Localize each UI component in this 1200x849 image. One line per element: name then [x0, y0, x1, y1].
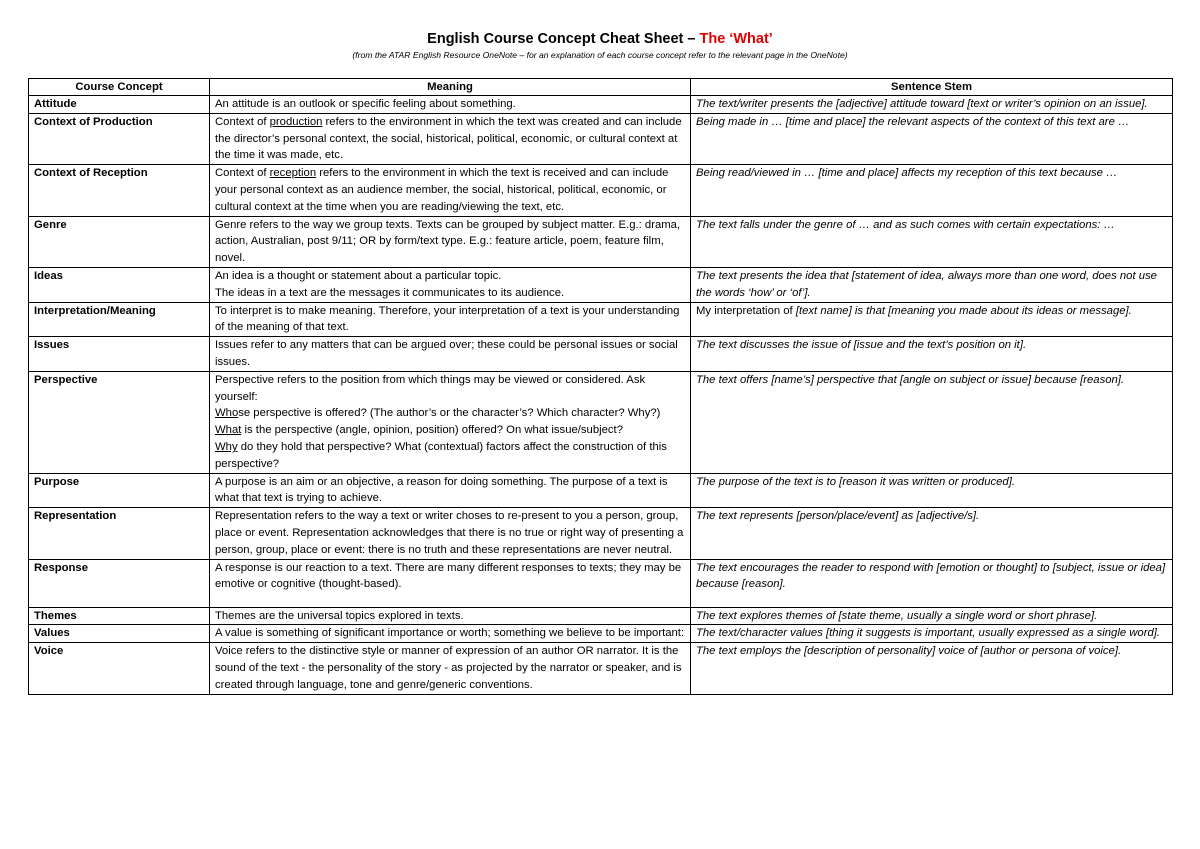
table-row	[29, 371, 1173, 473]
column-header-stem: Sentence Stem	[691, 79, 1173, 96]
table-row	[29, 508, 1173, 559]
stem-cell: The text offers [name’s] perspective that [angle on subject or issue] because [reason].	[691, 371, 1173, 473]
table-row	[29, 96, 1173, 114]
concept-cell: Values	[29, 625, 210, 643]
question-keyword: What	[215, 424, 242, 437]
stem-cell: The text/writer presents the [adjective] attitude toward [text or writer’s opinion on an issue].	[691, 96, 1173, 114]
concept-cell: Issues	[29, 337, 210, 372]
table-row	[29, 302, 1173, 337]
table-row	[29, 216, 1173, 267]
meaning-cell	[210, 165, 691, 216]
column-header-meaning: Meaning	[210, 79, 691, 96]
concept-cell: Voice	[29, 643, 210, 694]
meaning-cell: A purpose is an aim or an objective, a reason for doing something. The purpose of a text is what that text is trying to achieve.	[210, 473, 691, 508]
page-subtitle: (from the ATAR English Resource OneNote – for an explanation of each course concept refer to the relevant page in the OneNote)	[352, 50, 848, 60]
meaning-cell: Issues refer to any matters that can be argued over; these could be personal issues or social issues.	[210, 337, 691, 372]
meaning-intro: Perspective refers to the position from which things may be viewed or considered. Ask yourself:	[215, 373, 646, 403]
concept-cell: Context of Reception	[29, 165, 210, 216]
table-row	[29, 113, 1173, 164]
question-text: is the perspective (angle, opinion, position) offered? On what issue/subject?	[241, 424, 623, 437]
meaning-cell: Themes are the universal topics explored in texts.	[210, 607, 691, 625]
meaning-cell: A value is something of significant importance or worth; something we believe to be important:	[210, 625, 691, 643]
table-row	[29, 643, 1173, 694]
meaning-cell: A response is our reaction to a text. There are many different responses to texts; they may be emotive or cognitive (thought-based).	[210, 559, 691, 607]
page-title	[0, 30, 1200, 48]
table-row	[29, 607, 1173, 625]
table-row	[29, 473, 1173, 508]
meaning-underlined: reception	[269, 167, 317, 180]
meaning-cell: Representation refers to the way a text or writer choses to re-present to you a person, group, place or event. Representation acknowledges that there is no true or right way of presenting a person, group, place or event: there is no truth and these representations are never neutral.	[210, 508, 691, 559]
meaning-line: The ideas in a text are the messages it communicates to its audience.	[215, 286, 565, 299]
stem-cell: The text/character values [thing it suggests is important, usually expressed as a single word].	[691, 625, 1173, 643]
question-keyword: Why	[215, 440, 238, 453]
perspective-question-what	[215, 422, 685, 439]
concept-cell: Response	[29, 559, 210, 607]
concept-cell: Perspective	[29, 371, 210, 473]
table-row	[29, 625, 1173, 643]
stem-cell: The text falls under the genre of … and as such comes with certain expectations: …	[691, 216, 1173, 267]
stem-cell: The text encourages the reader to respond with [emotion or thought] to [subject, issue or idea] because [reason].	[691, 559, 1173, 607]
table-row	[29, 165, 1173, 216]
meaning-text: Context of	[215, 115, 270, 128]
stem-cell: Being read/viewed in … [time and place] affects my reception of this text because …	[691, 165, 1173, 216]
stem-cell: Being made in … [time and place] the relevant aspects of the context of this text are …	[691, 113, 1173, 164]
meaning-underlined: production	[269, 115, 323, 128]
stem-cell	[691, 302, 1173, 337]
stem-text-plain: My interpretation of	[696, 304, 796, 317]
meaning-cell: Genre refers to the way we group texts. Texts can be grouped by subject matter. E.g.: drama, action, Australian, post 9/11; OR by form/text type. E.g.: feature article, poem, feature film, novel.	[210, 216, 691, 267]
question-text: se perspective is offered? (The author’s or the character’s? Which character? Why?)	[238, 407, 661, 420]
concept-cell: Purpose	[29, 473, 210, 508]
stem-cell: The purpose of the text is to [reason it was written or produced].	[691, 473, 1173, 508]
meaning-cell	[210, 113, 691, 164]
concept-cell: Genre	[29, 216, 210, 267]
meaning-line: An idea is a thought or statement about a particular topic.	[215, 269, 502, 282]
perspective-question-why	[215, 439, 685, 473]
stem-cell: The text employs the [description of personality] voice of [author or persona of voice].	[691, 643, 1173, 694]
column-header-concept: Course Concept	[29, 79, 210, 96]
meaning-text: refers to the environment in which the text is received and can include your personal context as an audience member, the social, historical, political, economic, or cultural context at the time when you are reading/viewing the text, etc.	[215, 167, 669, 213]
title-accent: The ‘What’	[699, 31, 773, 47]
concept-cell: Attitude	[29, 96, 210, 114]
table-header-row	[29, 79, 1173, 96]
question-text: do they hold that perspective? What (contextual) factors affect the construction of this perspective?	[215, 440, 667, 470]
meaning-cell	[210, 267, 691, 302]
meaning-cell	[210, 371, 691, 473]
meaning-cell: To interpret is to make meaning. Therefore, your interpretation of a text is your understanding of the meaning of that text.	[210, 302, 691, 337]
concept-cell: Context of Production	[29, 113, 210, 164]
stem-cell: The text presents the idea that [statement of idea, always more than one word, does not use the words ‘how’ or ‘of’].	[691, 267, 1173, 302]
meaning-text: refers to the environment in which the text was created and can include the director’s personal context, the social, historical, political, economic, or cultural context at the time it was made, etc.	[215, 115, 682, 162]
stem-cell: The text explores themes of [state theme, usually a single word or short phrase].	[691, 607, 1173, 625]
concept-table	[28, 78, 1173, 695]
meaning-cell: An attitude is an outlook or specific feeling about something.	[210, 96, 691, 114]
concept-cell: Themes	[29, 607, 210, 625]
table-row	[29, 337, 1173, 372]
concept-cell: Ideas	[29, 267, 210, 302]
concept-cell: Representation	[29, 508, 210, 559]
meaning-text: Context of	[215, 167, 270, 180]
concept-cell: Interpretation/Meaning	[29, 302, 210, 337]
stem-text: [text name] is that [meaning you made about its ideas or message].	[795, 304, 1132, 317]
table-row	[29, 559, 1173, 607]
question-keyword: Who	[215, 407, 239, 420]
stem-cell: The text represents [person/place/event] as [adjective/s].	[691, 508, 1173, 559]
stem-cell: The text discusses the issue of [issue and the text’s position on it].	[691, 337, 1173, 372]
title-main: English Course Concept Cheat Sheet –	[427, 31, 700, 47]
perspective-question-who	[215, 405, 685, 422]
table-row	[29, 267, 1173, 302]
meaning-cell: Voice refers to the distinctive style or manner of expression of an author OR narrator. It is the sound of the text - the personality of the story - as projected by the narrator or speaker, and is created through language, tone and genre/generic conventions.	[210, 643, 691, 694]
